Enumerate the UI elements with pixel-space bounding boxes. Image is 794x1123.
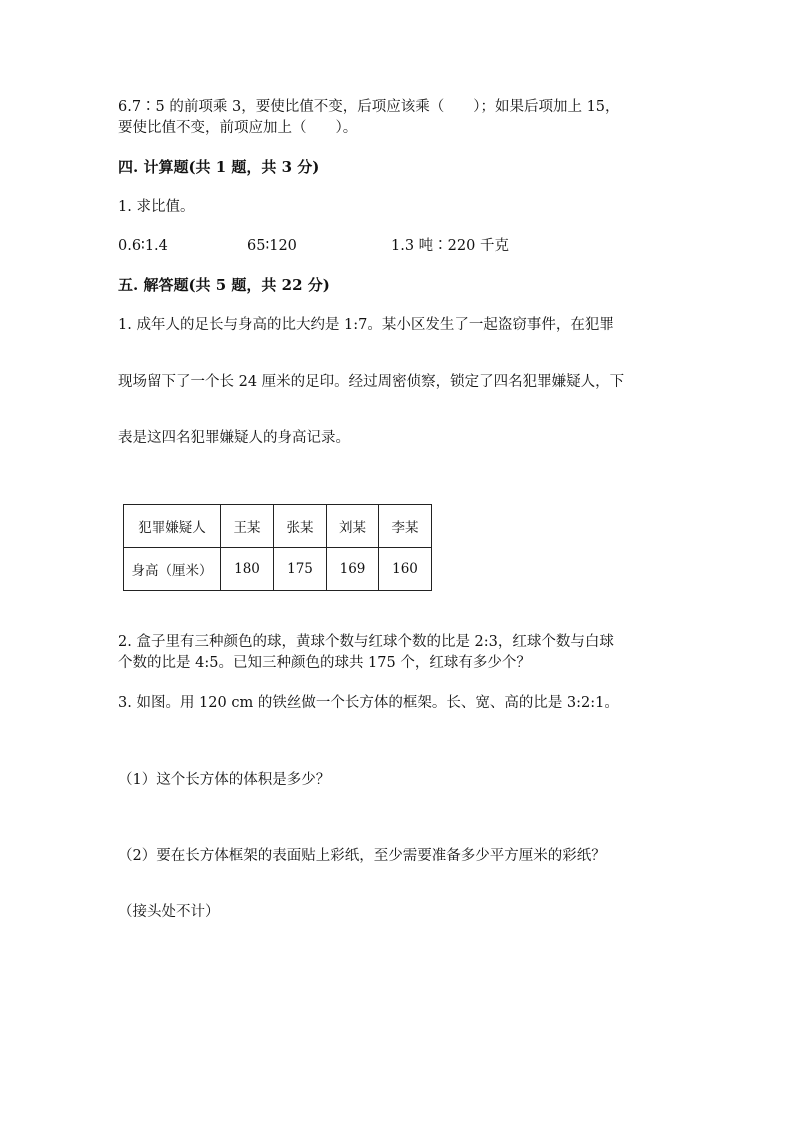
section-5-question-3-sub-2: （2）要在长方体框架的表面贴上彩纸，至少需要准备多少平方厘米的彩纸？ bbox=[118, 848, 606, 864]
table-header-cell: 张某 bbox=[274, 505, 327, 548]
table-cell: 175 bbox=[274, 548, 327, 591]
section-5-question-2-line-1: 2. 盒子里有三种颜色的球，黄球个数与红球个数的比是 2:3，红球个数与白球 bbox=[118, 634, 614, 650]
table-header-cell: 王某 bbox=[221, 505, 274, 548]
section-5-question-3-sub-1: （1）这个长方体的体积是多少？ bbox=[118, 772, 331, 788]
calc-item-3: 1.3 吨∶220 千克 bbox=[391, 238, 509, 254]
section-5-question-3-note: （接头处不计） bbox=[118, 904, 220, 920]
section-5-question-1-line-1: 1. 成年人的足长与身高的比大约是 1:7。某小区发生了一起盗窃事件，在犯罪 bbox=[118, 317, 614, 333]
table-header-cell: 犯罪嫌疑人 bbox=[124, 505, 221, 548]
table-row bbox=[124, 505, 432, 548]
section-5-question-2-line-2: 个数的比是 4:5。已知三种颜色的球共 175 个，红球有多少个？ bbox=[118, 655, 531, 671]
table-header-cell: 刘某 bbox=[327, 505, 379, 548]
section-5-question-1-line-3: 表是这四名犯罪嫌疑人的身高记录。 bbox=[118, 430, 350, 446]
section-5-question-1-line-2: 现场留下了一个长 24 厘米的足印。经过周密侦察，锁定了四名犯罪嫌疑人，下 bbox=[118, 374, 625, 390]
table-header-cell: 李某 bbox=[379, 505, 432, 548]
section-5-question-3: 3. 如图。用 120 cm 的铁丝做一个长方体的框架。长、宽、高的比是 3:2:1。 bbox=[118, 695, 619, 711]
calc-item-1: 0.6∶1.4 bbox=[118, 238, 168, 254]
table-cell: 160 bbox=[379, 548, 432, 591]
table-row bbox=[124, 548, 432, 591]
table-cell: 169 bbox=[327, 548, 379, 591]
suspect-height-table bbox=[123, 504, 432, 591]
question-6-line-1: 6.7∶5 的前项乘 3，要使比值不变，后项应该乘（ ）；如果后项加上 15， bbox=[118, 99, 620, 115]
table-cell: 180 bbox=[221, 548, 274, 591]
question-6-line-2: 要使比值不变，前项应加上（ ）。 bbox=[118, 120, 358, 136]
section-4-question-1: 1. 求比值。 bbox=[118, 199, 195, 215]
table-cell: 身高（厘米） bbox=[124, 548, 221, 591]
section-5-heading: 五. 解答题(共 5 题，共 22 分) bbox=[118, 276, 330, 294]
calc-item-2: 65∶120 bbox=[247, 238, 297, 254]
section-4-heading: 四. 计算题(共 1 题，共 3 分) bbox=[118, 158, 320, 176]
